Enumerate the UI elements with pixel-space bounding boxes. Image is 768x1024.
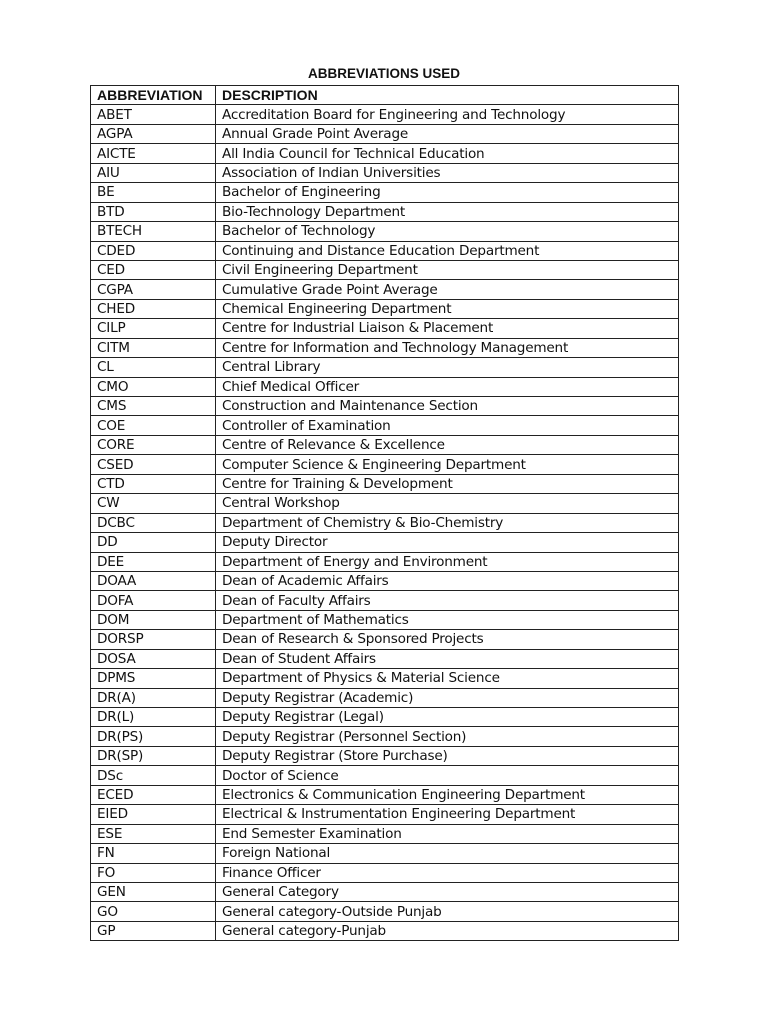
description-cell: Accreditation Board for Engineering and Technology [216, 105, 679, 124]
table-row [91, 805, 679, 824]
description-cell: General Category [216, 882, 679, 901]
abbreviation-cell: BTD [91, 202, 216, 221]
column-header-abbreviation: ABBREVIATION [91, 86, 216, 105]
column-header-description: DESCRIPTION [216, 86, 679, 105]
description-cell: Central Workshop [216, 494, 679, 513]
description-cell: Department of Physics & Material Science [216, 669, 679, 688]
abbreviation-cell: ABET [91, 105, 216, 124]
description-cell: Cumulative Grade Point Average [216, 280, 679, 299]
description-cell: Deputy Registrar (Store Purchase) [216, 746, 679, 765]
description-cell: Construction and Maintenance Section [216, 397, 679, 416]
description-cell: Dean of Student Affairs [216, 649, 679, 668]
abbreviation-cell: DORSP [91, 630, 216, 649]
table-row [91, 455, 679, 474]
abbreviation-cell: DR(A) [91, 688, 216, 707]
table-row [91, 746, 679, 765]
abbreviation-cell: GO [91, 902, 216, 921]
description-cell: Dean of Research & Sponsored Projects [216, 630, 679, 649]
description-cell: Deputy Registrar (Legal) [216, 708, 679, 727]
table-row [91, 921, 679, 940]
abbreviation-cell: AGPA [91, 124, 216, 143]
abbreviation-cell: DEE [91, 552, 216, 571]
table-row [91, 183, 679, 202]
abbreviation-cell: DPMS [91, 669, 216, 688]
abbreviation-cell: ECED [91, 785, 216, 804]
description-cell: Chemical Engineering Department [216, 299, 679, 318]
table-row [91, 766, 679, 785]
description-cell: Dean of Academic Affairs [216, 571, 679, 590]
abbreviation-cell: CMS [91, 397, 216, 416]
abbreviation-cell: DOAA [91, 571, 216, 590]
description-cell: Annual Grade Point Average [216, 124, 679, 143]
table-row [91, 319, 679, 338]
description-cell: Association of Indian Universities [216, 163, 679, 182]
description-cell: Centre for Industrial Liaison & Placement [216, 319, 679, 338]
abbreviation-cell: BE [91, 183, 216, 202]
table-row [91, 708, 679, 727]
abbreviation-cell: CORE [91, 435, 216, 454]
table-row [91, 630, 679, 649]
description-cell: Computer Science & Engineering Department [216, 455, 679, 474]
abbreviation-cell: CW [91, 494, 216, 513]
description-cell: Foreign National [216, 844, 679, 863]
abbreviation-cell: CED [91, 260, 216, 279]
abbreviation-cell: DSc [91, 766, 216, 785]
table-row [91, 435, 679, 454]
table-row [91, 591, 679, 610]
description-cell: Department of Chemistry & Bio-Chemistry [216, 513, 679, 532]
table-row [91, 533, 679, 552]
table-row [91, 124, 679, 143]
table-row [91, 358, 679, 377]
table-row [91, 727, 679, 746]
abbreviation-cell: DOM [91, 610, 216, 629]
description-cell: Deputy Registrar (Academic) [216, 688, 679, 707]
abbreviation-cell: CMO [91, 377, 216, 396]
abbreviation-cell: CHED [91, 299, 216, 318]
table-row [91, 241, 679, 260]
description-cell: Bachelor of Engineering [216, 183, 679, 202]
description-cell: Deputy Registrar (Personnel Section) [216, 727, 679, 746]
abbreviation-cell: BTECH [91, 222, 216, 241]
description-cell: Finance Officer [216, 863, 679, 882]
abbreviation-cell: CILP [91, 319, 216, 338]
abbreviation-cell: FO [91, 863, 216, 882]
description-cell: Central Library [216, 358, 679, 377]
description-cell: Department of Energy and Environment [216, 552, 679, 571]
table-row [91, 222, 679, 241]
table-row [91, 649, 679, 668]
abbreviation-cell: CL [91, 358, 216, 377]
description-cell: Electrical & Instrumentation Engineering Department [216, 805, 679, 824]
description-cell: Centre of Relevance & Excellence [216, 435, 679, 454]
abbreviation-cell: CGPA [91, 280, 216, 299]
abbreviation-cell: GP [91, 921, 216, 940]
abbreviation-cell: DOFA [91, 591, 216, 610]
table-row [91, 105, 679, 124]
description-cell: Bio-Technology Department [216, 202, 679, 221]
table-row [91, 669, 679, 688]
table-row [91, 610, 679, 629]
table-row [91, 144, 679, 163]
table-row [91, 824, 679, 843]
table-row [91, 513, 679, 532]
description-cell: Controller of Examination [216, 416, 679, 435]
abbreviation-cell: DR(PS) [91, 727, 216, 746]
table-row [91, 260, 679, 279]
description-cell: All India Council for Technical Education [216, 144, 679, 163]
description-cell: Dean of Faculty Affairs [216, 591, 679, 610]
abbreviation-cell: DOSA [91, 649, 216, 668]
description-cell: Department of Mathematics [216, 610, 679, 629]
description-cell: Civil Engineering Department [216, 260, 679, 279]
table-row [91, 571, 679, 590]
description-cell: Chief Medical Officer [216, 377, 679, 396]
description-cell: General category-Punjab [216, 921, 679, 940]
table-row [91, 163, 679, 182]
abbreviation-cell: DR(SP) [91, 746, 216, 765]
table-row [91, 397, 679, 416]
table-row [91, 785, 679, 804]
description-cell: Centre for Training & Development [216, 474, 679, 493]
abbreviation-cell: GEN [91, 882, 216, 901]
table-body [91, 105, 679, 941]
abbreviation-cell: DD [91, 533, 216, 552]
abbreviation-cell: ESE [91, 824, 216, 843]
description-cell: Deputy Director [216, 533, 679, 552]
table-row [91, 688, 679, 707]
page-title: ABBREVIATIONS USED [307, 66, 460, 81]
description-cell: Continuing and Distance Education Department [216, 241, 679, 260]
table-row [91, 494, 679, 513]
table-row [91, 902, 679, 921]
description-cell: Electronics & Communication Engineering Department [216, 785, 679, 804]
description-cell: Centre for Information and Technology Management [216, 338, 679, 357]
description-cell: Doctor of Science [216, 766, 679, 785]
table-row [91, 416, 679, 435]
abbreviation-cell: AIU [91, 163, 216, 182]
abbreviation-cell: DR(L) [91, 708, 216, 727]
table-row [91, 474, 679, 493]
description-cell: Bachelor of Technology [216, 222, 679, 241]
table-header-row [91, 86, 679, 105]
table-row [91, 299, 679, 318]
table-row [91, 280, 679, 299]
abbreviation-cell: AICTE [91, 144, 216, 163]
abbreviation-cell: DCBC [91, 513, 216, 532]
table-row [91, 202, 679, 221]
abbreviation-cell: COE [91, 416, 216, 435]
table-row [91, 844, 679, 863]
table-row [91, 882, 679, 901]
abbreviation-cell: EIED [91, 805, 216, 824]
abbreviation-cell: CDED [91, 241, 216, 260]
description-cell: End Semester Examination [216, 824, 679, 843]
abbreviation-cell: CTD [91, 474, 216, 493]
abbreviation-cell: FN [91, 844, 216, 863]
abbreviations-table [90, 85, 679, 941]
description-cell: General category-Outside Punjab [216, 902, 679, 921]
table-row [91, 338, 679, 357]
table-row [91, 377, 679, 396]
abbreviation-cell: CSED [91, 455, 216, 474]
table-row [91, 863, 679, 882]
abbreviation-cell: CITM [91, 338, 216, 357]
table-row [91, 552, 679, 571]
